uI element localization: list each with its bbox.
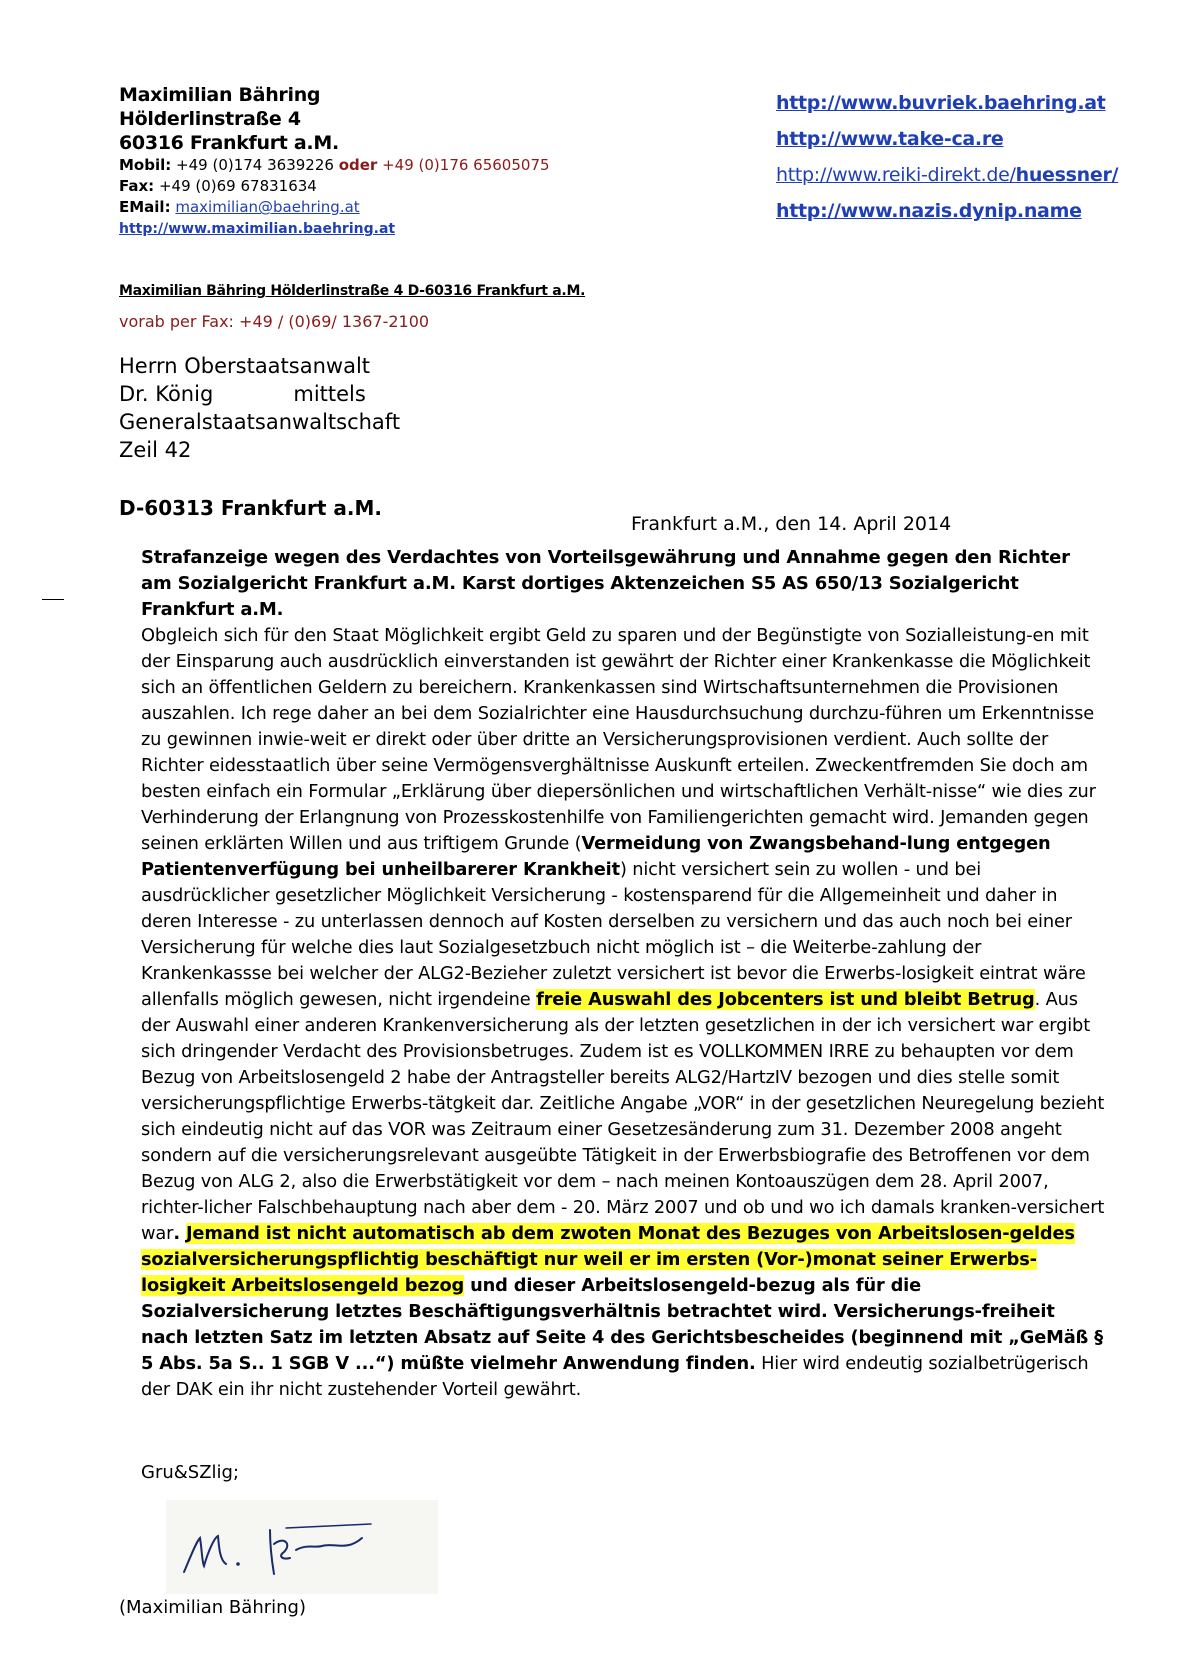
body-text-4: Hier wird endeutig sozialbetrügerisch der DAK ein ihr nicht zustehender Vorteil gewährt. [141,1353,1089,1400]
sender-email-line [119,197,550,218]
weblink-buvriek[interactable]: http://www.buvriek.baehring.at [776,92,1106,114]
greeting: Gru&SZlig; [141,1462,240,1483]
recipient-line-2: Dr. König mittels [119,382,366,406]
signature-name: (Maximilian Bähring) [119,1597,306,1618]
letter-body [141,623,1107,1403]
letter-date: Frankfurt a.M., den 14. April 2014 [631,513,952,535]
recipient-city: D-60313 Frankfurt a.M. [119,496,383,520]
sender-city: 60316 Frankfurt a.M. [119,131,339,154]
body-text-1: Obgleich sich für den Staat Möglichkeit ergibt Geld zu sparen und der Begünstigte von Sozialleistung-en mit der Einsparung auch ausdrücklich einverstanden ist gewährt der Richter einer Krankenkasse die Möglichkeit sich an öffentlichen Geldern zu bereichern. Krankenkassen sind Wirtschaftsunternehmen die Provisionen auszahlen. Ich rege daher an bei dem Sozialrichter eine Hausdurchsuchung durchzu-führen um Erkenntnisse zu gewinnen inwie-weit er direkt oder über dritte an Versicherungsprovisionen verdient. Auch sollte der Richter eidesstaatlich über seine Vermögensverghältnisse Auskunft erteilen. Zweckentfremden Sie doch am besten einfach ein Formular „Erklärung über diepersönlichen und wirtschaftlichen Verhält-nisse“ wie dies zur Verhinderung der Erlangnung von Prozesskostenhilfe von Familiengerichten gemacht wird. Jemanden gegen seinen erklärten Willen und aus triftigem Grunde ( [141,625,1096,854]
sender-block [119,84,550,240]
email-label: EMail: [119,198,171,217]
website-link[interactable]: http://www.maximilian.baehring.at [119,221,396,238]
recipient-line-4: Zeil 42 [119,438,192,462]
sender-mobile-line [119,155,550,176]
highlight-betrug: freie Auswahl des Jobcenters ist und bleibt Betrug [536,989,1035,1010]
recipient-block [119,352,400,464]
sender-fax-line [119,176,550,197]
email-link[interactable]: maximilian@baehring.at [175,198,360,217]
weblink-nazis[interactable]: http://www.nazis.dynip.name [776,200,1082,222]
sender-name: Maximilian Bähring [119,84,321,106]
highlight-jemand: Jemand ist nicht automatisch ab dem zwoten Monat des Bezuges von Arbeitslosen-geldes sozialversicherungspflichtig beschäftigt nur weil er im ersten (Vor-)monat seiner Erwerbs-losigkeit Arbeitslosengeld bezog [141,1223,1075,1296]
fax-note: vorab per Fax: +49 / (0)69/ 1367-2100 [119,312,430,331]
body-text-3: . Aus der Auswahl einer anderen Krankenversicherung als der letzten gesetzlichen in der ich versichert war ergibt sich dringender Verdacht des Provisionsbetruges. Zudem ist es VOLLKOMMEN IRRE zu behaupten vor dem Bezug von Arbeitslosengeld 2 habe der Antragsteller bereits ALG2/HartzIV bezogen und dies stelle somit versicherungspflichtige Erwerbs-tätgkeit dar. Zeitliche Angabe „VOR“ in der gesetzlichen Neuregelung bezieht sich eindeutig nicht auf das VOR was Zeitraum einer Gesetzesänderung zum 31. Dezember 2008 angeht sondern auf die versicherungsrelevant ausgeübte Tätigkeit in der Erwerbsbiografie des Betroffenen vor dem Bezug von ALG 2, also die Erwerbstätigkeit vor dem – nach meinen Kontoauszügen dem 28. April 2007, richter-licher Falschbehauptung nach aber dem - 20. März 2007 und ob und wo ich damals kranken-versichert war [141,989,1105,1244]
body-text-2: ) nicht versichert sein zu wollen - und bei ausdrücklicher gesetzlicher Möglichkeit Versicherung - kostensparend für die Allgemeinheit und daher in deren Interesse - zu unterlassen dennoch auf Kosten derselben zu versichern und das auch noch bei einer Versicherung für welche dies laut Sozialgesetzbuch nicht möglich ist – die Weiterbe-zahlung der Krankenkassse bei welcher der ALG2-Bezieher zuletzt versichert ist bevor die Erwerbs-losigkeit eintrat wäre allenfalls möglich gewesen, nicht irgendeine [141,859,1086,1010]
weblink-reiki[interactable]: http://www.reiki-direkt.de/huessner/ [776,164,1119,186]
recipient-line-1: Herrn Oberstaatsanwalt [119,354,371,378]
body-bold-1: Vermeidung von Zwangsbehand-lung entgegen Patientenverfügung bei unheilbarerer Krankheit [141,833,1051,880]
sender-website-line [119,218,550,240]
signature-scribble [166,1500,438,1594]
body-bold-2: und dieser Arbeitslosengeld-bezug als für die Sozialversicherung letztes Beschäftigungsverhältnis betrachtet wird. Versicherungs-freiheit nach letzten Satz im letzten Absatz auf Seite 4 des Gerichtsbescheides (beginnend mit „GeMäß § 5 Abs. 5a S.. 1 SGB V ...“) müßte vielmehr Anwendung finden. [141,1275,1103,1374]
mobil-number-2: +49 (0)176 65605075 [382,156,550,175]
recipient-line-3: Generalstaatsanwaltschaft [119,410,401,434]
signature-image [166,1500,438,1594]
body-period: . [173,1223,186,1244]
sender-street: Hölderlinstraße 4 [119,107,301,130]
oder-word: oder [338,156,378,175]
letter-subject: Strafanzeige wegen des Verdachtes von Vorteilsgewährung und Annahme gegen den Richter am Sozialgericht Frankfurt a.M. Karst dortiges Aktenzeichen S5 AS 650/13 Sozialgericht Frankfurt a.M. [141,547,1070,620]
mobil-number-1: +49 (0)174 3639226 [176,156,334,175]
fax-label: Fax: [119,177,155,196]
return-address: Maximilian Bähring Hölderlinstraße 4 D-60316 Frankfurt a.M. [119,283,586,299]
fax-number: +49 (0)69 67831634 [158,177,317,196]
weblinks-list [776,92,1118,236]
fold-mark [42,599,64,600]
mobil-label: Mobil: [119,156,172,175]
weblink-take-care[interactable]: http://www.take-ca.re [776,128,1004,150]
